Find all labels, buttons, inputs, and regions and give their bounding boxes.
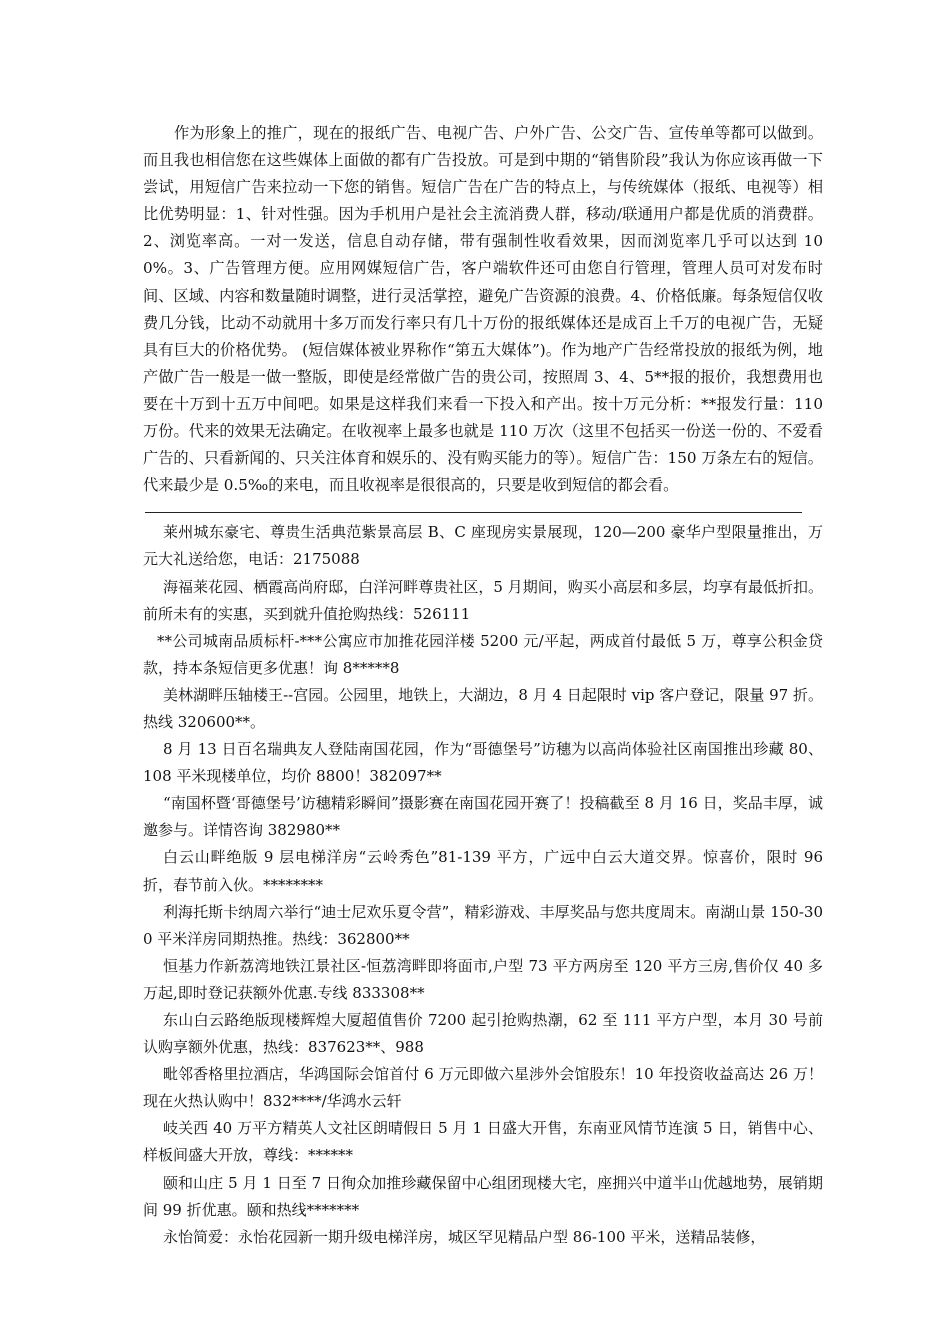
ad-item: **公司城南品质标杆-***公寓应市加推花园洋楼 5200 元/平起，两成首付最低 5 万，尊享公积金贷款，持本条短信更多优惠！询 8*****8 bbox=[143, 631, 823, 677]
ad-item: 白云山畔绝版 9 层电梯洋房“云岭秀色”81-139 平方，广远中白云大道交界。惊喜价，限时 96 折，春节前入伙。******** bbox=[143, 848, 823, 894]
ad-item: 恒基力作新荔湾地铁江景社区-恒荔湾畔即将面市,户型 73 平方两房至 120 平方三房,售价仅 40 多万起,即时登记获额外优惠.专线 833308** bbox=[143, 956, 823, 1002]
section-divider bbox=[145, 512, 802, 513]
ad-item: 8 月 13 日百名瑞典友人登陆南国花园，作为“哥德堡号”访穗为以高尚体验社区南国推出珍藏 80、108 平米现楼单位，均价 8800！382097** bbox=[143, 740, 823, 786]
ad-item: 海福莱花园、栖霞高尚府邸，白洋河畔尊贵社区，5 月期间，购买小高层和多层，均享有最低折扣。前所未有的实惠，买到就升值抢购热线：526111 bbox=[143, 577, 823, 623]
ad-item: “南国杯暨‘哥德堡号’访穗精彩瞬间”摄影赛在南国花园开赛了！投稿截至 8 月 16 日，奖品丰厚，诚邀参与。详情咨询 382980** bbox=[143, 794, 823, 840]
intro-paragraph: 作为形象上的推广，现在的报纸广告、电视广告、户外广告、公交广告、宣传单等都可以做到。而且我也相信您在这些媒体上面做的都有广告投放。可是到中期的“销售阶段”我认为你应该再做一下尝试，用短信广告来拉动一下您的销售。短信广告在广告的特点上，与传统媒体（报纸、电视等）相比优势明显：1、针对性强。因为手机用户是社会主流消费人群，移动/联通用户都是优质的消费群。2、浏览率高。一对一发送，信息自动存储，带有强制性收看效果，因而浏览率几乎可以达到 100%。3、广告管理方便。应用网媒短信广告，客户端软件还可由您自行管理，管理人员可对发布时间、区域、内容和数量随时调整，进行灵活掌控，避免广告资源的浪费。4、价格低廉。每条短信仅收费几分钱，比动不动就用十多万而发行率只有几十万份的报纸媒体还是成百上千万的电视广告，无疑具有巨大的价格优势。 (短信媒体被业界称作“第五大媒体”)。作为地产广告经常投放的报纸为例，地产做广告一般是一做一整版，即使是经常做广告的贵公司，按照周 3、4、5**报的报价，我想费用也要在十万到十五万中间吧。如果是这样我们来看一下投入和产出。按十万元分析：**报发行量：110 万份。代来的效果无法确定。在收视率上最多也就是 110 万次（这里不包括买一份送一份的、不爱看广告的、只看新闻的、只关注体育和娱乐的、没有购买能力的等）。短信广告：150 万条左右的短信。代来最少是 0.5‰的来电，而且收视率是很很高的，只要是收到短信的都会看。 bbox=[143, 124, 823, 495]
ad-item: 颐和山庄 5 月 1 日至 7 日徇众加推珍藏保留中心组团现楼大宅，座拥兴中道半山优越地势，展销期间 99 折优惠。颐和热线******* bbox=[143, 1173, 823, 1219]
ad-item: 永怡简爱：永怡花园新一期升级电梯洋房，城区罕见精品户型 86-100 平米，送精品装修， bbox=[163, 1227, 766, 1246]
ad-list bbox=[143, 519, 823, 1251]
ad-item: 莱州城东豪宅、尊贵生活典范紫景高层 B、C 座现房实景展现，120—200 豪华户型限量推出，万元大礼送给您，电话：2175088 bbox=[143, 523, 823, 569]
ad-item: 毗邻香格里拉酒店，华鸿国际会馆首付 6 万元即做六星涉外会馆股东！10 年投资收益高达 26 万！现在火热认购中！832****/华鸿水云轩 bbox=[143, 1065, 823, 1111]
ad-item: 利海托斯卡纳周六举行“迪士尼欢乐夏令营”，精彩游戏、丰厚奖品与您共度周末。南湖山景 150-300 平米洋房同期热推。热线：362800** bbox=[143, 902, 823, 948]
ad-item: 东山白云路绝版现楼辉煌大厦超值售价 7200 起引抢购热潮，62 至 111 平方户型，本月 30 号前认购享额外优惠，热线：837623**、988 bbox=[143, 1011, 823, 1057]
document-page bbox=[143, 120, 823, 1251]
ad-item: 美林湖畔压轴楼王--宫园。公园里，地铁上，大湖边，8 月 4 日起限时 vip 客户登记，限量 97 折。热线 320600**。 bbox=[143, 685, 823, 731]
ad-item: 岐关西 40 万平方精英人文社区朗晴假日 5 月 1 日盛大开售，东南亚风情节连演 5 日，销售中心、样板间盛大开放，尊线：****** bbox=[143, 1119, 823, 1165]
